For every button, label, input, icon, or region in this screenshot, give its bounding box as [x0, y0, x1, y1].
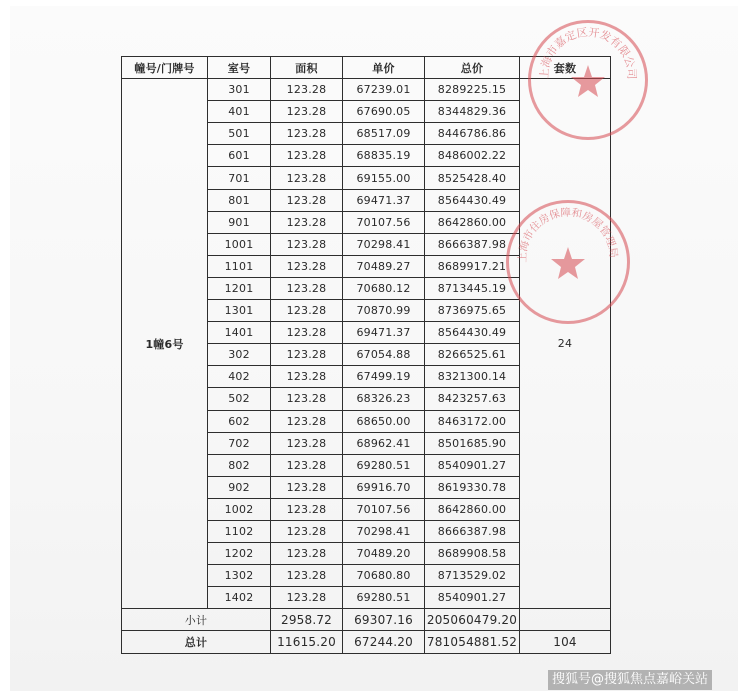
- area-cell: 123.28: [271, 167, 343, 189]
- total-price-cell: 8713529.02: [425, 565, 520, 587]
- room-number-cell: 901: [208, 211, 271, 233]
- total-price-cell: 8446786.86: [425, 123, 520, 145]
- total-price-cell: 8486002.22: [425, 145, 520, 167]
- total-price-cell: 8642860.00: [425, 211, 520, 233]
- header-unit-price: 单价: [343, 57, 425, 79]
- area-cell: 123.28: [271, 123, 343, 145]
- room-number-cell: 602: [208, 410, 271, 432]
- total-price-cell: 8689908.58: [425, 543, 520, 565]
- room-number-cell: 1402: [208, 587, 271, 609]
- total-price-cell: 8666387.98: [425, 233, 520, 255]
- room-number-cell: 401: [208, 101, 271, 123]
- room-number-cell: 1001: [208, 233, 271, 255]
- total-price-cell: 8642860.00: [425, 498, 520, 520]
- source-watermark: 搜狐号@搜狐焦点嘉峪关站: [548, 670, 712, 690]
- building-number-cell: 1幢6号: [122, 79, 208, 609]
- room-number-cell: 702: [208, 432, 271, 454]
- unit-price-cell: 67239.01: [343, 79, 425, 101]
- area-cell: 123.28: [271, 322, 343, 344]
- total-price-cell: 8736975.65: [425, 300, 520, 322]
- government-seal-text: 上海市住房保障和房屋管理局: [516, 206, 620, 263]
- room-number-cell: 1302: [208, 565, 271, 587]
- total-price-cell: 8289225.15: [425, 79, 520, 101]
- company-seal: [528, 20, 648, 140]
- area-cell: 123.28: [271, 101, 343, 123]
- seal-star-icon: [551, 247, 585, 279]
- header-total-price: 总价: [425, 57, 520, 79]
- area-cell: 123.28: [271, 520, 343, 542]
- unit-price-cell: 70680.80: [343, 565, 425, 587]
- area-cell: 123.28: [271, 211, 343, 233]
- room-number-cell: 302: [208, 344, 271, 366]
- subtotal-total-price: 205060479.20: [425, 609, 520, 631]
- total-price-cell: 8689917.21: [425, 255, 520, 277]
- total-price-cell: 8564430.49: [425, 189, 520, 211]
- total-price-cell: 8501685.90: [425, 432, 520, 454]
- unit-price-cell: 68650.00: [343, 410, 425, 432]
- total-price-cell: 8525428.40: [425, 167, 520, 189]
- price-table: [121, 56, 611, 654]
- area-cell: 123.28: [271, 432, 343, 454]
- area-cell: 123.28: [271, 255, 343, 277]
- header-unit-count: 套数: [520, 57, 611, 79]
- room-number-cell: 1202: [208, 543, 271, 565]
- unit-price-cell: 69471.37: [343, 189, 425, 211]
- unit-price-cell: 69155.00: [343, 167, 425, 189]
- area-cell: 123.28: [271, 79, 343, 101]
- subtotal-row: [122, 609, 611, 631]
- unit-price-cell: 68326.23: [343, 388, 425, 410]
- unit-price-cell: 68835.19: [343, 145, 425, 167]
- area-cell: 123.28: [271, 300, 343, 322]
- room-number-cell: 402: [208, 366, 271, 388]
- unit-price-cell: 67499.19: [343, 366, 425, 388]
- unit-price-cell: 70489.20: [343, 543, 425, 565]
- table-body: [122, 79, 611, 609]
- subtotal-unit-price: 69307.16: [343, 609, 425, 631]
- government-seal: [506, 200, 630, 324]
- area-cell: 123.28: [271, 410, 343, 432]
- grand-total-row: [122, 631, 611, 653]
- header-area: 面积: [271, 57, 343, 79]
- room-number-cell: 1301: [208, 300, 271, 322]
- company-seal-graphic: [531, 23, 645, 137]
- area-cell: 123.28: [271, 587, 343, 609]
- unit-price-cell: 69471.37: [343, 322, 425, 344]
- total-price-cell: 8266525.61: [425, 344, 520, 366]
- area-cell: 123.28: [271, 565, 343, 587]
- room-number-cell: 1201: [208, 277, 271, 299]
- area-cell: 123.28: [271, 145, 343, 167]
- total-price-cell: 8321300.14: [425, 366, 520, 388]
- room-number-cell: 301: [208, 79, 271, 101]
- area-cell: 123.28: [271, 344, 343, 366]
- room-number-cell: 502: [208, 388, 271, 410]
- government-seal-graphic: [509, 203, 627, 321]
- unit-price-cell: 70298.41: [343, 520, 425, 542]
- area-cell: 123.28: [271, 543, 343, 565]
- room-number-cell: 1102: [208, 520, 271, 542]
- area-cell: 123.28: [271, 498, 343, 520]
- room-number-cell: 902: [208, 476, 271, 498]
- total-price-cell: 8713445.19: [425, 277, 520, 299]
- company-seal-text: 上海市嘉定区开发有限公司: [537, 25, 639, 80]
- unit-price-cell: 67690.05: [343, 101, 425, 123]
- total-price-cell: 8619330.78: [425, 476, 520, 498]
- unit-price-cell: 67054.88: [343, 344, 425, 366]
- total-price-cell: 8564430.49: [425, 322, 520, 344]
- subtotal-label: 小计: [122, 609, 271, 631]
- unit-price-cell: 69280.51: [343, 587, 425, 609]
- total-price-cell: 8344829.36: [425, 101, 520, 123]
- room-number-cell: 1002: [208, 498, 271, 520]
- grand-total-area: 11615.20: [271, 631, 343, 653]
- unit-price-cell: 70298.41: [343, 233, 425, 255]
- area-cell: 123.28: [271, 388, 343, 410]
- grand-total-count: 104: [520, 631, 611, 653]
- area-cell: 123.28: [271, 366, 343, 388]
- subtotal-count: [520, 609, 611, 631]
- grand-total-label: 总计: [122, 631, 271, 653]
- room-number-cell: 802: [208, 454, 271, 476]
- unit-count-cell: 24: [520, 79, 611, 609]
- header-room: 室号: [208, 57, 271, 79]
- total-price-cell: 8423257.63: [425, 388, 520, 410]
- area-cell: 123.28: [271, 277, 343, 299]
- area-cell: 123.28: [271, 476, 343, 498]
- room-number-cell: 501: [208, 123, 271, 145]
- unit-price-cell: 68962.41: [343, 432, 425, 454]
- total-price-cell: 8666387.98: [425, 520, 520, 542]
- unit-price-cell: 68517.09: [343, 123, 425, 145]
- room-number-cell: 701: [208, 167, 271, 189]
- room-number-cell: 1101: [208, 255, 271, 277]
- area-cell: 123.28: [271, 189, 343, 211]
- area-cell: 123.28: [271, 454, 343, 476]
- room-number-cell: 801: [208, 189, 271, 211]
- unit-price-cell: 69916.70: [343, 476, 425, 498]
- area-cell: 123.28: [271, 233, 343, 255]
- unit-price-cell: 70870.99: [343, 300, 425, 322]
- room-number-cell: 601: [208, 145, 271, 167]
- unit-price-cell: 69280.51: [343, 454, 425, 476]
- total-price-cell: 8463172.00: [425, 410, 520, 432]
- room-number-cell: 1401: [208, 322, 271, 344]
- grand-total-unit-price: 67244.20: [343, 631, 425, 653]
- unit-price-cell: 70680.12: [343, 277, 425, 299]
- header-building: 幢号/门牌号: [122, 57, 208, 79]
- unit-price-cell: 70489.27: [343, 255, 425, 277]
- unit-price-cell: 70107.56: [343, 211, 425, 233]
- subtotal-area: 2958.72: [271, 609, 343, 631]
- unit-price-cell: 70107.56: [343, 498, 425, 520]
- total-price-cell: 8540901.27: [425, 454, 520, 476]
- seal-star-icon: [571, 65, 605, 97]
- grand-total-total-price: 781054881.52: [425, 631, 520, 653]
- total-price-cell: 8540901.27: [425, 587, 520, 609]
